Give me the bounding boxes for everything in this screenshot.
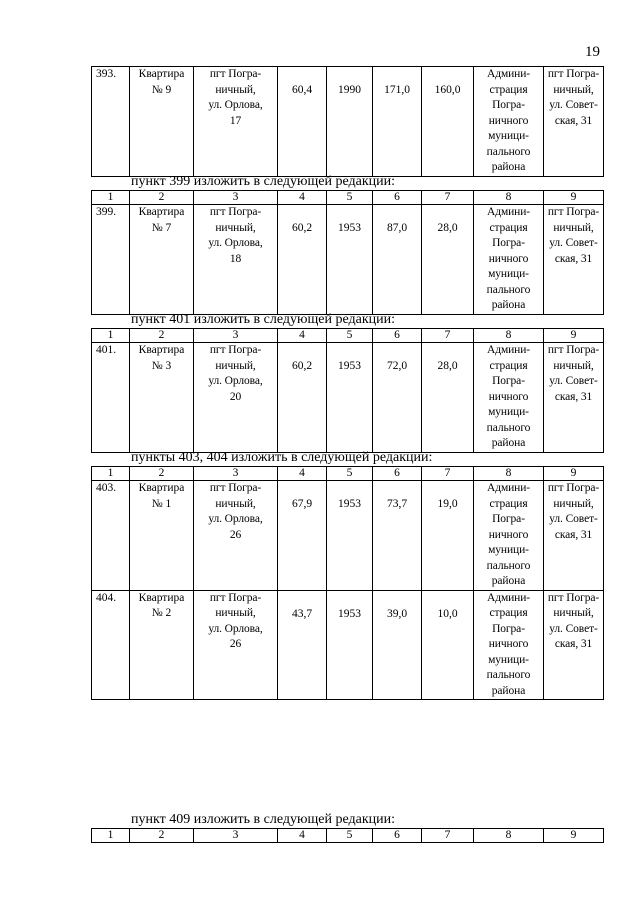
column-header-row	[92, 329, 604, 343]
page-number: 19	[585, 44, 600, 60]
column-header: 2	[130, 467, 194, 481]
item-number: 393.	[92, 67, 130, 177]
object-name: Квартира № 1	[130, 481, 194, 591]
value-col7: 160,0	[422, 67, 474, 177]
item-number: 401.	[92, 343, 130, 453]
holder-address: пгт Погра- ничный, ул. Совет- ская, 31	[544, 205, 604, 315]
object-year: 1953	[327, 343, 373, 453]
column-header: 7	[422, 467, 474, 481]
value-col6: 73,7	[373, 481, 422, 591]
column-header: 7	[422, 329, 474, 343]
object-area: 43,7	[278, 590, 327, 700]
object-year: 1953	[327, 590, 373, 700]
object-area: 60,2	[278, 205, 327, 315]
value-col7: 28,0	[422, 343, 474, 453]
object-address: пгт Погра- ничный, ул. Орлова, 18	[194, 205, 278, 315]
column-header: 4	[278, 829, 327, 843]
object-address: пгт Погра- ничный, ул. Орлова, 20	[194, 343, 278, 453]
item-number: 404.	[92, 590, 130, 700]
column-header: 7	[422, 829, 474, 843]
holder-address: пгт Погра- ничный, ул. Совет- ская, 31	[544, 343, 604, 453]
column-header: 8	[474, 329, 544, 343]
value-col6: 171,0	[373, 67, 422, 177]
object-name: Квартира № 9	[130, 67, 194, 177]
object-year: 1953	[327, 205, 373, 315]
column-header: 6	[373, 191, 422, 205]
holder-organization: Админи- страция Погра- ничного муници- пального района	[474, 205, 544, 315]
value-col7: 10,0	[422, 590, 474, 700]
column-header: 3	[194, 467, 278, 481]
holder-address: пгт Погра- ничный, ул. Совет- ская, 31	[544, 590, 604, 700]
column-header: 1	[92, 467, 130, 481]
table-row	[92, 343, 604, 453]
column-header: 6	[373, 329, 422, 343]
column-header: 3	[194, 829, 278, 843]
value-col6: 72,0	[373, 343, 422, 453]
register-table	[91, 190, 604, 315]
item-number: 399.	[92, 205, 130, 315]
column-header: 9	[544, 467, 604, 481]
object-name: Квартира № 3	[130, 343, 194, 453]
amendment-intro: пункт 401 изложить в следующей редакции:	[131, 312, 395, 327]
holder-organization: Админи- страция Погра- ничного муници- пального района	[474, 590, 544, 700]
column-header: 4	[278, 329, 327, 343]
value-col6: 39,0	[373, 590, 422, 700]
column-header: 5	[327, 191, 373, 205]
register-table	[91, 828, 604, 843]
column-header: 5	[327, 329, 373, 343]
holder-organization: Админи- страция Погра- ничного муници- пального района	[474, 481, 544, 591]
column-header: 7	[422, 191, 474, 205]
column-header: 4	[278, 191, 327, 205]
table-row	[92, 481, 604, 591]
column-header: 1	[92, 329, 130, 343]
object-year: 1953	[327, 481, 373, 591]
object-address: пгт Погра- ничный, ул. Орлова, 26	[194, 481, 278, 591]
amendment-intro: пункт 399 изложить в следующей редакции:	[131, 174, 395, 189]
object-area: 67,9	[278, 481, 327, 591]
value-col7: 28,0	[422, 205, 474, 315]
column-header: 6	[373, 829, 422, 843]
column-header: 1	[92, 191, 130, 205]
holder-address: пгт Погра- ничный, ул. Совет- ская, 31	[544, 67, 604, 177]
register-table	[91, 66, 604, 177]
item-number: 403.	[92, 481, 130, 591]
column-header: 9	[544, 829, 604, 843]
amendment-intro: пункт 409 изложить в следующей редакции:	[131, 812, 395, 827]
value-col7: 19,0	[422, 481, 474, 591]
holder-organization: Админи- страция Погра- ничного муници- пального района	[474, 67, 544, 177]
column-header: 3	[194, 329, 278, 343]
column-header: 8	[474, 467, 544, 481]
object-year: 1990	[327, 67, 373, 177]
register-table	[91, 466, 604, 700]
column-header: 5	[327, 829, 373, 843]
amendment-intro: пункты 403, 404 изложить в следующей редакции:	[131, 450, 433, 465]
column-header-row	[92, 191, 604, 205]
object-name: Квартира № 2	[130, 590, 194, 700]
column-header-row	[92, 829, 604, 843]
register-table	[91, 328, 604, 453]
column-header: 2	[130, 191, 194, 205]
value-col6: 87,0	[373, 205, 422, 315]
object-address: пгт Погра- ничный, ул. Орлова, 26	[194, 590, 278, 700]
table-row	[92, 590, 604, 700]
object-area: 60,2	[278, 343, 327, 453]
column-header-row	[92, 467, 604, 481]
column-header: 9	[544, 329, 604, 343]
column-header: 1	[92, 829, 130, 843]
table-row	[92, 67, 604, 177]
column-header: 8	[474, 829, 544, 843]
holder-organization: Админи- страция Погра- ничного муници- пального района	[474, 343, 544, 453]
column-header: 3	[194, 191, 278, 205]
column-header: 9	[544, 191, 604, 205]
object-name: Квартира № 7	[130, 205, 194, 315]
object-address: пгт Погра- ничный, ул. Орлова, 17	[194, 67, 278, 177]
holder-address: пгт Погра- ничный, ул. Совет- ская, 31	[544, 481, 604, 591]
table-row	[92, 205, 604, 315]
column-header: 2	[130, 329, 194, 343]
column-header: 4	[278, 467, 327, 481]
column-header: 5	[327, 467, 373, 481]
column-header: 8	[474, 191, 544, 205]
column-header: 2	[130, 829, 194, 843]
column-header: 6	[373, 467, 422, 481]
object-area: 60,4	[278, 67, 327, 177]
